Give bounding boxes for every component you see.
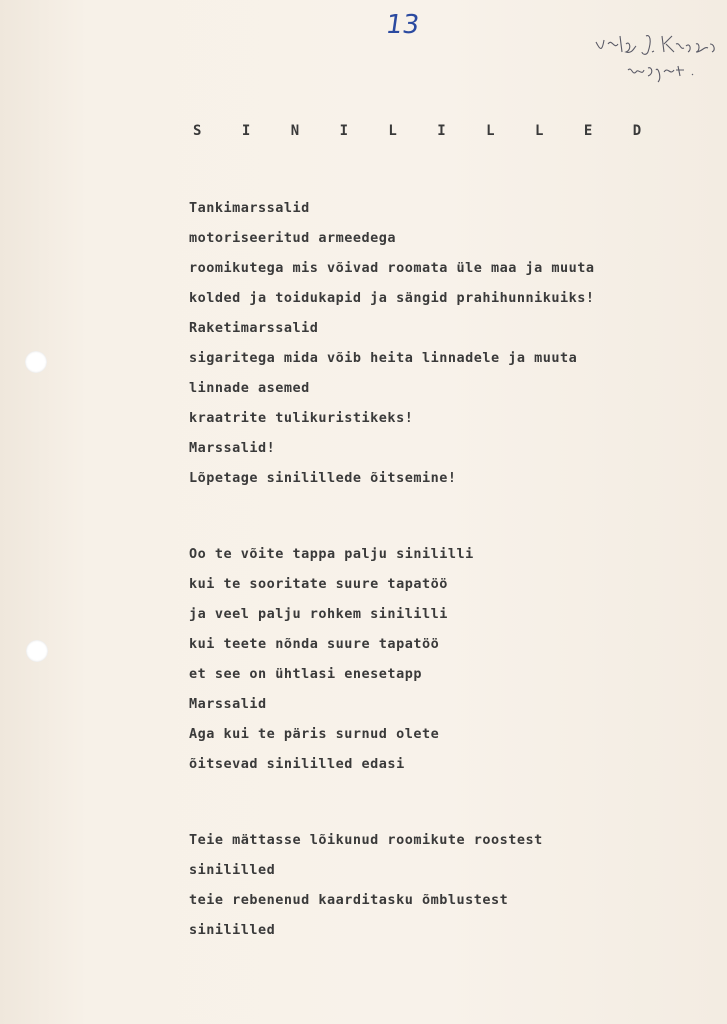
- stanza-gap: [189, 779, 689, 825]
- poem-line: Oo te võite tappa palju sinililli: [189, 546, 474, 562]
- poem-line: kraatrite tulikuristikeks!: [189, 410, 414, 426]
- poem-line: kolded ja toidukapid ja sängid prahihunnikuiks!: [189, 290, 595, 306]
- poem-line: ja veel palju rohkem sinililli: [189, 606, 448, 622]
- handwritten-annotation: [592, 30, 722, 86]
- poem-body: [189, 193, 689, 945]
- handwritten-annotation-drawing: [592, 30, 722, 86]
- poem-line: et see on ühtlasi enesetapp: [189, 666, 422, 682]
- poem-line: teie rebenenud kaarditasku õmblustest: [189, 892, 509, 908]
- poem-line: õitsevad sinililled edasi: [189, 756, 405, 772]
- poem-line: kui teete nõnda suure tapatöö: [189, 636, 440, 652]
- poem-line: Marssalid: [189, 696, 267, 712]
- page-number: 13: [383, 10, 422, 40]
- poem-title: S I N I L I L L E D: [193, 123, 658, 139]
- stanza-1: [189, 193, 689, 493]
- poem-line: kui te sooritate suure tapatöö: [189, 576, 448, 592]
- poem-line: Teie mättasse lõikunud roomikute roostest: [189, 832, 543, 848]
- poem-line: sigaritega mida võib heita linnadele ja muuta: [189, 350, 578, 366]
- poem-line: Raketimarssalid: [189, 320, 319, 336]
- poem-line: linnade asemed: [189, 380, 310, 396]
- poem-line: motoriseeritud armeedega: [189, 230, 397, 246]
- poem-line: Marssalid!: [189, 440, 276, 456]
- poem-line: Aga kui te päris surnud olete: [189, 726, 440, 742]
- punch-hole-top: [25, 351, 47, 373]
- poem-line: sinililled: [189, 862, 276, 878]
- punch-hole-bottom: [26, 640, 48, 662]
- poem-line: Lõpetage sinilillede õitsemine!: [189, 470, 457, 486]
- stanza-3: [189, 825, 689, 945]
- stanza-2: [189, 539, 689, 779]
- stanza-gap: [189, 493, 689, 539]
- poem-line: sinililled: [189, 922, 276, 938]
- poem-line: roomikutega mis võivad roomata üle maa ja muuta: [189, 260, 595, 276]
- poem-line: Tankimarssalid: [189, 200, 310, 216]
